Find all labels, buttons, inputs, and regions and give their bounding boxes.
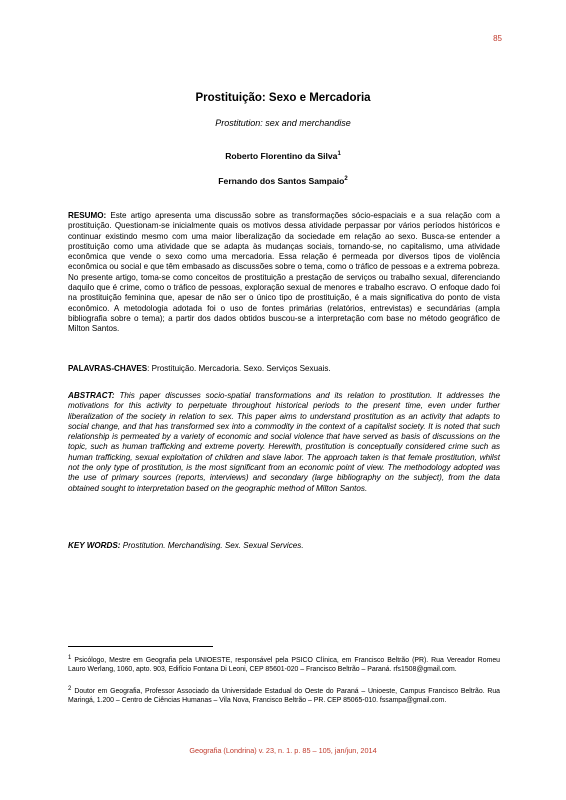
author-footnote-mark: 1 bbox=[337, 151, 341, 158]
journal-citation-footer: Geografia (Londrina) v. 23, n. 1. p. 85 – 105, jan/jun, 2014 bbox=[189, 746, 377, 755]
author-name-text: Roberto Florentino da Silva bbox=[225, 151, 338, 161]
footnote-divider bbox=[68, 646, 213, 647]
abstract-label: ABSTRACT: bbox=[68, 391, 115, 400]
palavras-chaves-text: : Prostituição. Mercadoria. Sexo. Serviços Sexuais. bbox=[147, 364, 331, 373]
footnote-text: Doutor em Geografia, Professor Associado da Universidade Estadual do Oeste do Paraná – Unioeste, Campus Francisco Beltrão. Rua Maringá, 1.200 – Centro de Ciências Humanas – Vila Nova, Francisco Beltrão – PR. CEP 85065-010. fssampa@gmail.com. bbox=[68, 688, 500, 704]
key-words-line bbox=[68, 541, 500, 551]
author-footnote-mark: 2 bbox=[344, 176, 348, 183]
author-name bbox=[0, 176, 566, 186]
footnote bbox=[68, 657, 500, 675]
footnote bbox=[68, 688, 500, 706]
key-words-label: KEY WORDS: bbox=[68, 541, 121, 550]
paper-subtitle: Prostitution: sex and merchandise bbox=[215, 118, 351, 128]
page-number: 85 bbox=[493, 34, 502, 43]
footnote-text: Psicólogo, Mestre em Geografia pela UNIOESTE, responsável pela PSICO Clínica, em Francisco Beltrão (PR). Rua Vereador Romeu Lauro Werlang, 1060, apto. 903, Edifício Fontana Di Leoni, CEP 85601-020 – Francisco Beltrão – Paraná. rfs1508@gmail.com. bbox=[68, 657, 500, 673]
resumo-paragraph bbox=[68, 211, 500, 335]
abstract-paragraph bbox=[68, 391, 500, 494]
resumo-label: RESUMO: bbox=[68, 211, 107, 220]
resumo-text: Este artigo apresenta uma discussão sobre as transformações sócio-espaciais e a sua relação com a prostituição. Questionam-se inicialmente quais os motivos dessa atividade perpassar por vários períodos históricos e continuar existindo mesmo com uma maior liberalização da sociedade em relação ao sexo. Busca-se entender a prostituição como uma atividade que se adapta às mudanças sociais, tornando-se, no capitalismo, uma atividade econômica que vende o sexo como uma mercadoria. Essa relação é permeada por diversos tipos de violência econômica ou social e que têm embasado as discussões sobre o tema, como o tráfico de pessoas e a extrema pobreza. No presente artigo, toma-se como conceitos de prostituição a prestação de serviços ou trabalho sexual, diferenciando daquilo que é crime, como o tráfico de pessoas, exploração sexual de menores e trabalho escravo. O enfoque dado foi na prostituição feminina que, apesar de não ser o único tipo de prostituição, é a mais significativa do ponto de vista econômico. A metodologia adotada foi o uso de fontes primárias (relatórios, entrevistas) e secundárias (ampla bibliografia sobre o tema); a partir dos dados obtidos buscou-se a interpretação com base no método geográfico de Milton Santos. bbox=[68, 211, 500, 334]
author-name-text: Fernando dos Santos Sampaio bbox=[218, 176, 345, 186]
palavras-chaves-label: PALAVRAS-CHAVES bbox=[68, 364, 148, 373]
abstract-text: This paper discusses socio-spatial transformations and its relation to prostitution. It addresses the motivations for this activity to perpetuate throughout historical periods to the present time, even under further liberalization of the society in relation to sex. This paper aims to understand prostitution as an activity that adapts to social change, and that has transformed sex into a commodity in the context of a capitalist society. It is noted that such relationship is permeated by a variety of economic and social violence that have served as basis of discussions on the topic, such as human trafficking and extreme poverty. Herewith, prostitution is conceptually considered crime such as human trafficking, sexual exploitation of children and slave labor. The approach taken is that female prostitution, whilst not the only type of prostitution, is the most significant from an economic point of view. The methodology adopted was the use of primary sources (reports, interviews) and secondary (large bibliography on the subject), from the data obtained sought to interpretation based on the geographic method of Milton Santos. bbox=[68, 391, 501, 493]
paper-title: Prostituição: Sexo e Mercadoria bbox=[195, 92, 371, 104]
footnote-mark: 2 bbox=[68, 686, 72, 692]
footnote-mark: 1 bbox=[68, 655, 72, 661]
key-words-text: Prostitution. Merchandising. Sex. Sexual Services. bbox=[120, 541, 304, 550]
palavras-chaves-line bbox=[68, 364, 500, 374]
author-name bbox=[0, 151, 566, 161]
